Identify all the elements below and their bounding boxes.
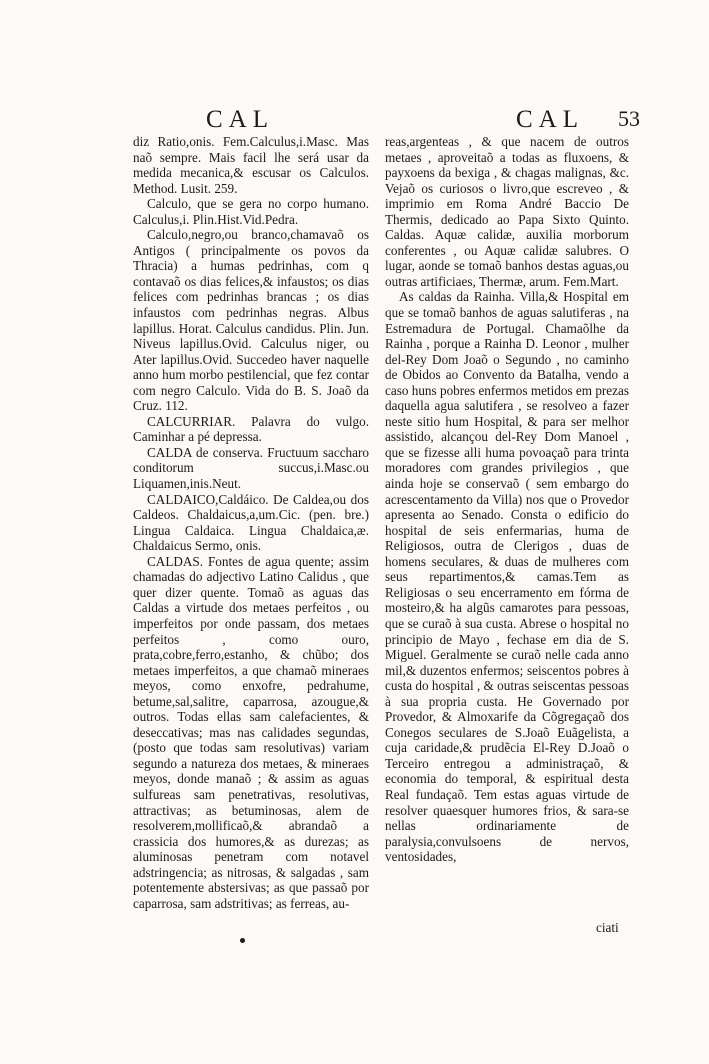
catchword: ciati: [596, 920, 619, 935]
entry-paragraph: Calculo,negro,ou branco,chamavaõ os Antigos ( principalmente os povos da Thracia) a humas pedrinhas, com q contavaõ os dias felices,& infaustos; os dias felices com pedrinhas brancas ; os dias infaustos com pedrinhas negras. Albus lapillus. Horat. Calculus candidus. Plin. Jun. Niveus lapillus.Ovid. Calculus niger, ou Ater lapillus.Ovid. Succedeo haver naquelle anno hum morbo pestilencial, que fez contar com negro Calculo. Vida do B. S. Joaõ da Cruz. 112.: [133, 227, 369, 414]
page-number: 53: [618, 106, 640, 131]
entry-paragraph: CALDAICO,Caldáico. De Caldea,ou dos Caldeos. Chaldaicus,a,um.Cic. (pen. bre.) Lingua Caldaica. Lingua Chaldaica,æ. Chaldaicus Sermo, onis.: [133, 491, 369, 554]
entry-paragraph: Calculo, que se gera no corpo humano. Calculus,i. Plin.Hist.Vid.Pedra.: [133, 196, 369, 227]
left-column: [133, 134, 369, 911]
running-head-right: CAL: [516, 106, 584, 133]
entry-paragraph: reas,argenteas , & que nacem de outros metaes , aproveitaõ a todas as fluxoens, & payxoens da bexiga , & chagas malignas, &c. Vejaõ os curiosos o livro,que escreveo , & imprimio em Roma André Baccio De Thermis, dedicado ao Papa Sixto Quinto. Caldas. Aquæ calidæ, auxilia morborum conferentes , ou Aquæ calidæ salubres. O lugar, aonde se tomaõ banhos destas aguas,ou outras artificiaes, Thermæ, arum. Fem.Mart.: [385, 134, 629, 289]
entry-paragraph: CALDAS. Fontes de agua quente; assim chamadas do adjectivo Latino Calidus , que quer dizer quente. Tomaõ as aguas das Caldas a virtude dos metaes perfeitos , ou imperfeitos por onde passam, dos metaes perfeitos , como ouro, prata,cobre,ferro,estanho, & chũbo; dos metaes imperfeitos, a que chamaõ mineraes meyos, como enxofre, pedrahume, betume,sal,salitre, caparrosa, azougue,& outros. Todas ellas sam calefacientes, & deseccativas; mas nas calidades segundas, (posto que todas sam resolutivas) variam segundo a natureza dos metaes, & mineraes meyos, donde manaõ ; & assim as aguas sulfureas sam penetrativas, resolutivas, attractivas; as betuminosas, alem de resolverem,mollificaõ,& abrandaõ a crassicia dos humores,& as durezas; as aluminosas penetram com notavel adstringencia; as nitrosas, & salgadas , sam potentemente abstersivas; as que passaõ por caparrosa, sam adstritivas; as ferreas, au-: [133, 553, 369, 911]
entry-paragraph: CALDA de conserva. Fructuum saccharo conditorum succus,i.Masc.ou Liquamen,inis.Neut.: [133, 444, 369, 492]
signature-dot: [240, 938, 245, 943]
entry-paragraph: diz Ratio,onis. Fem.Calculus,i.Masc. Mas naõ sempre. Mais facil lhe será usar da medida mecanica,& escusar os Calculos. Method. Lusit. 259.: [133, 134, 369, 196]
entry-paragraph: As caldas da Rainha. Villa,& Hospital em que se tomaõ banhos de aguas salutiferas , na Estremadura de Portugal. Chamaõlhe da Rainha , porque a Rainha D. Leonor , mulher del-Rey Dom Joaõ o Segundo , no caminho de Obidos ao Convento da Batalha, vendo a caso huns pobres enfermos metidos em prezas daquella agua salutifera , se resolveo a fazer neste sitio hum Hospital, & para ser melhor assistido, alcançou del-Rey Dom Manoel , que se fizesse alli huma povoaçaõ para trinta moradores com grandes privilegios , que ainda hoje se conservaõ ( sem embargo do acrescentamento da Villa) nos que o Provedor apresenta ao Senado. Consta o edificio do hospital de seis enfermarias, huma de Religiosos, outra de Clerigos , duas de homens seculares, & duas de mulheres com seus repartimentos,& camas.Tem as Religiosas o seu encerramento em fórma de mosteiro,& ha algũs camarotes para pessoas, que se curaõ à sua custa. Abrese o hospital no principio de Mayo , fechase em dia de S. Miguel. Geralmente se curaõ nelle cada anno mil,& duzentos enfermos; seiscentos pobres à custa do hospital , & outras seiscentas pessoas à sua propria custa. He Governado por Provedor, & Almoxarife da Cõgregaçaõ dos Conegos seculares de S.Joaõ Euãgelista, a cuja caridade,& prudẽcia El-Rey D.Joaõ o Terceiro entregou a administraçaõ, & economia do temporal, & espiritual desta Real fundaçaõ. Tem estas aguas virtude de resolver quaesquer humores frios, & sara-se nellas ordinariamente de paralysia,convulsoens de nervos, ventosidades,: [385, 289, 629, 865]
running-head-left: CAL: [206, 106, 274, 133]
entry-paragraph: CALCURRIAR. Palavra do vulgo. Caminhar a pé depressa.: [133, 413, 369, 445]
right-column: [385, 134, 629, 865]
